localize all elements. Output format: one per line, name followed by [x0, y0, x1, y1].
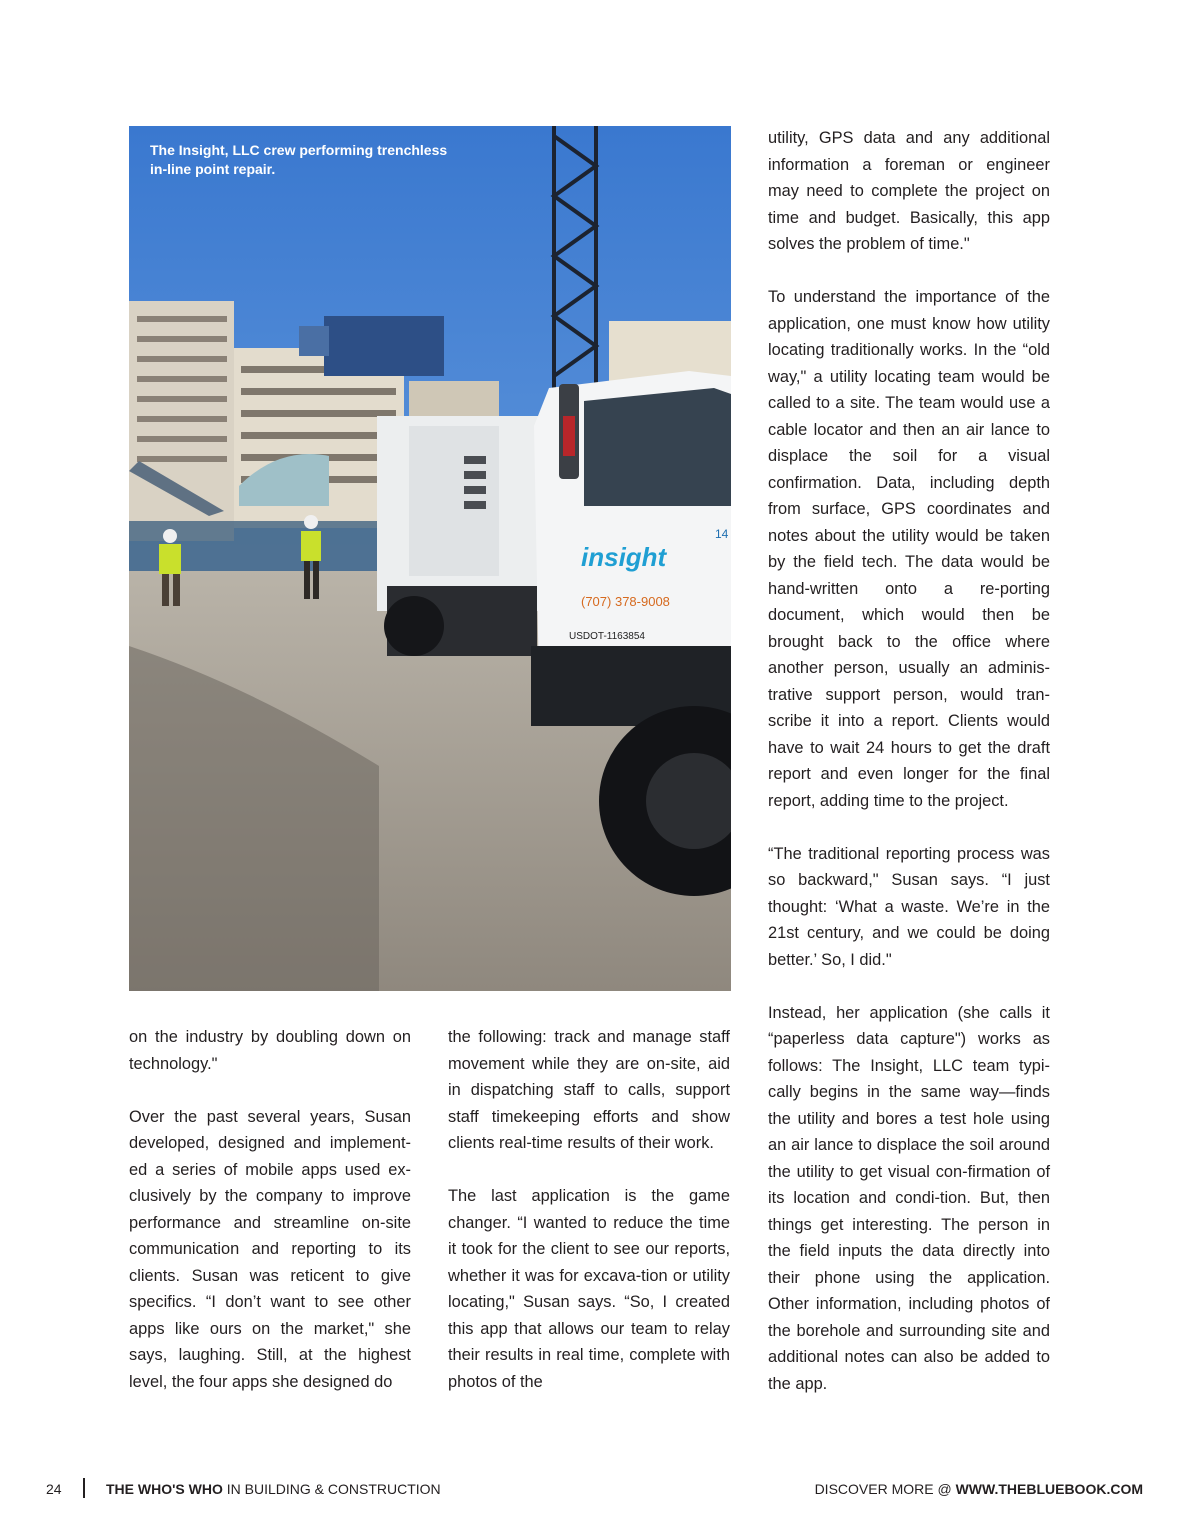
publication-title-rest: IN BUILDING & CONSTRUCTION	[222, 1481, 441, 1497]
rear-wheel	[384, 596, 444, 656]
article-column-middle	[448, 1024, 730, 1395]
construction-site-illustration	[129, 126, 731, 991]
discover-prefix: DISCOVER MORE @	[814, 1481, 956, 1497]
page-footer	[0, 1478, 1200, 1500]
discover-more	[815, 1481, 1143, 1497]
paragraph: To understand the importance of the application, one must know how utility locating traditionally works. In the “old way," a utility locating team would be called to a site. The team would use a cable locator and then an air lance to displace the soil for a visual confirmation. Data, including depth from surface, GPS coordinates and notes about the utility would be taken by the field tech. The data would be hand-written onto a re-porting document, which would then be brought back to the office where another person, usually an adminis-trative support person, would tran-scribe it into a report. Clients would have to wait 24 hours to get the draft report and even longer for the final report, adding time to the project.	[768, 288, 1050, 810]
paragraph: utility, GPS data and any additional information a foreman or engineer may need to complete the project on time and budget. Basically, this app solves the problem of time."	[768, 129, 1050, 253]
article-photo	[129, 126, 731, 991]
paragraph: the following: track and manage staff movement while they are on-site, aid in dispatching staff to calls, support staff timekeeping efforts and show clients real-time results of their work.	[448, 1028, 730, 1152]
page-number: 24	[46, 1481, 62, 1497]
truck-dot-text: USDOT-1163854	[569, 631, 645, 642]
paragraph: The last application is the game changer. “I wanted to reduce the time it took for the client to see our reports, whether it was for excava-tion or utility locating," Susan says. “So, I created this app that allows our team to relay their results in real time, complete with photos of the	[448, 1187, 730, 1391]
truck-unit-number: 14	[715, 527, 729, 541]
publication-title	[106, 1481, 441, 1497]
paragraph: Over the past several years, Susan developed, designed and implement-ed a series of mobile apps used ex-clusively by the company to improve performance and streamline on-site communication and reporting to its clients. Susan was reticent to give specifics. “I don’t want to see other apps like ours on the market," she says, laughing. Still, at the highest level, the four apps she designed do	[129, 1107, 411, 1391]
photo-caption: The Insight, LLC crew performing trenchless in-line point repair.	[150, 142, 448, 177]
truck-logo-text: insight	[581, 542, 667, 572]
footer-divider	[83, 1478, 85, 1498]
paragraph: on the industry by doubling down on technology."	[129, 1028, 411, 1073]
paragraph: “The traditional reporting process was so backward," Susan says. “I just thought: ‘What a waste. We’re in the 21st century, and we could be doing better.’ So, I did."	[768, 844, 1050, 969]
paragraph: Instead, her application (she calls it “paperless data capture") works as follows: The Insight, LLC team typi-cally begins in the same way—finds the utility and bores a test hole using an air lance to displace the soil around the utility to get visual con-firmation of its location and condi-tion. But, then things get interesting. The person in the field inputs the data directly into their phone using the application. Other information, including photos of the borehole and surrounding site and additional notes can also be added to the app.	[768, 1003, 1050, 1393]
building-glass	[324, 316, 444, 376]
website-link[interactable]: WWW.THEBLUEBOOK.COM	[955, 1481, 1143, 1497]
article-column-left	[129, 1024, 411, 1395]
article-column-right	[768, 125, 1050, 1397]
publication-title-bold: THE WHO'S WHO	[106, 1481, 223, 1497]
truck-phone-text: (707) 378-9008	[581, 594, 670, 609]
